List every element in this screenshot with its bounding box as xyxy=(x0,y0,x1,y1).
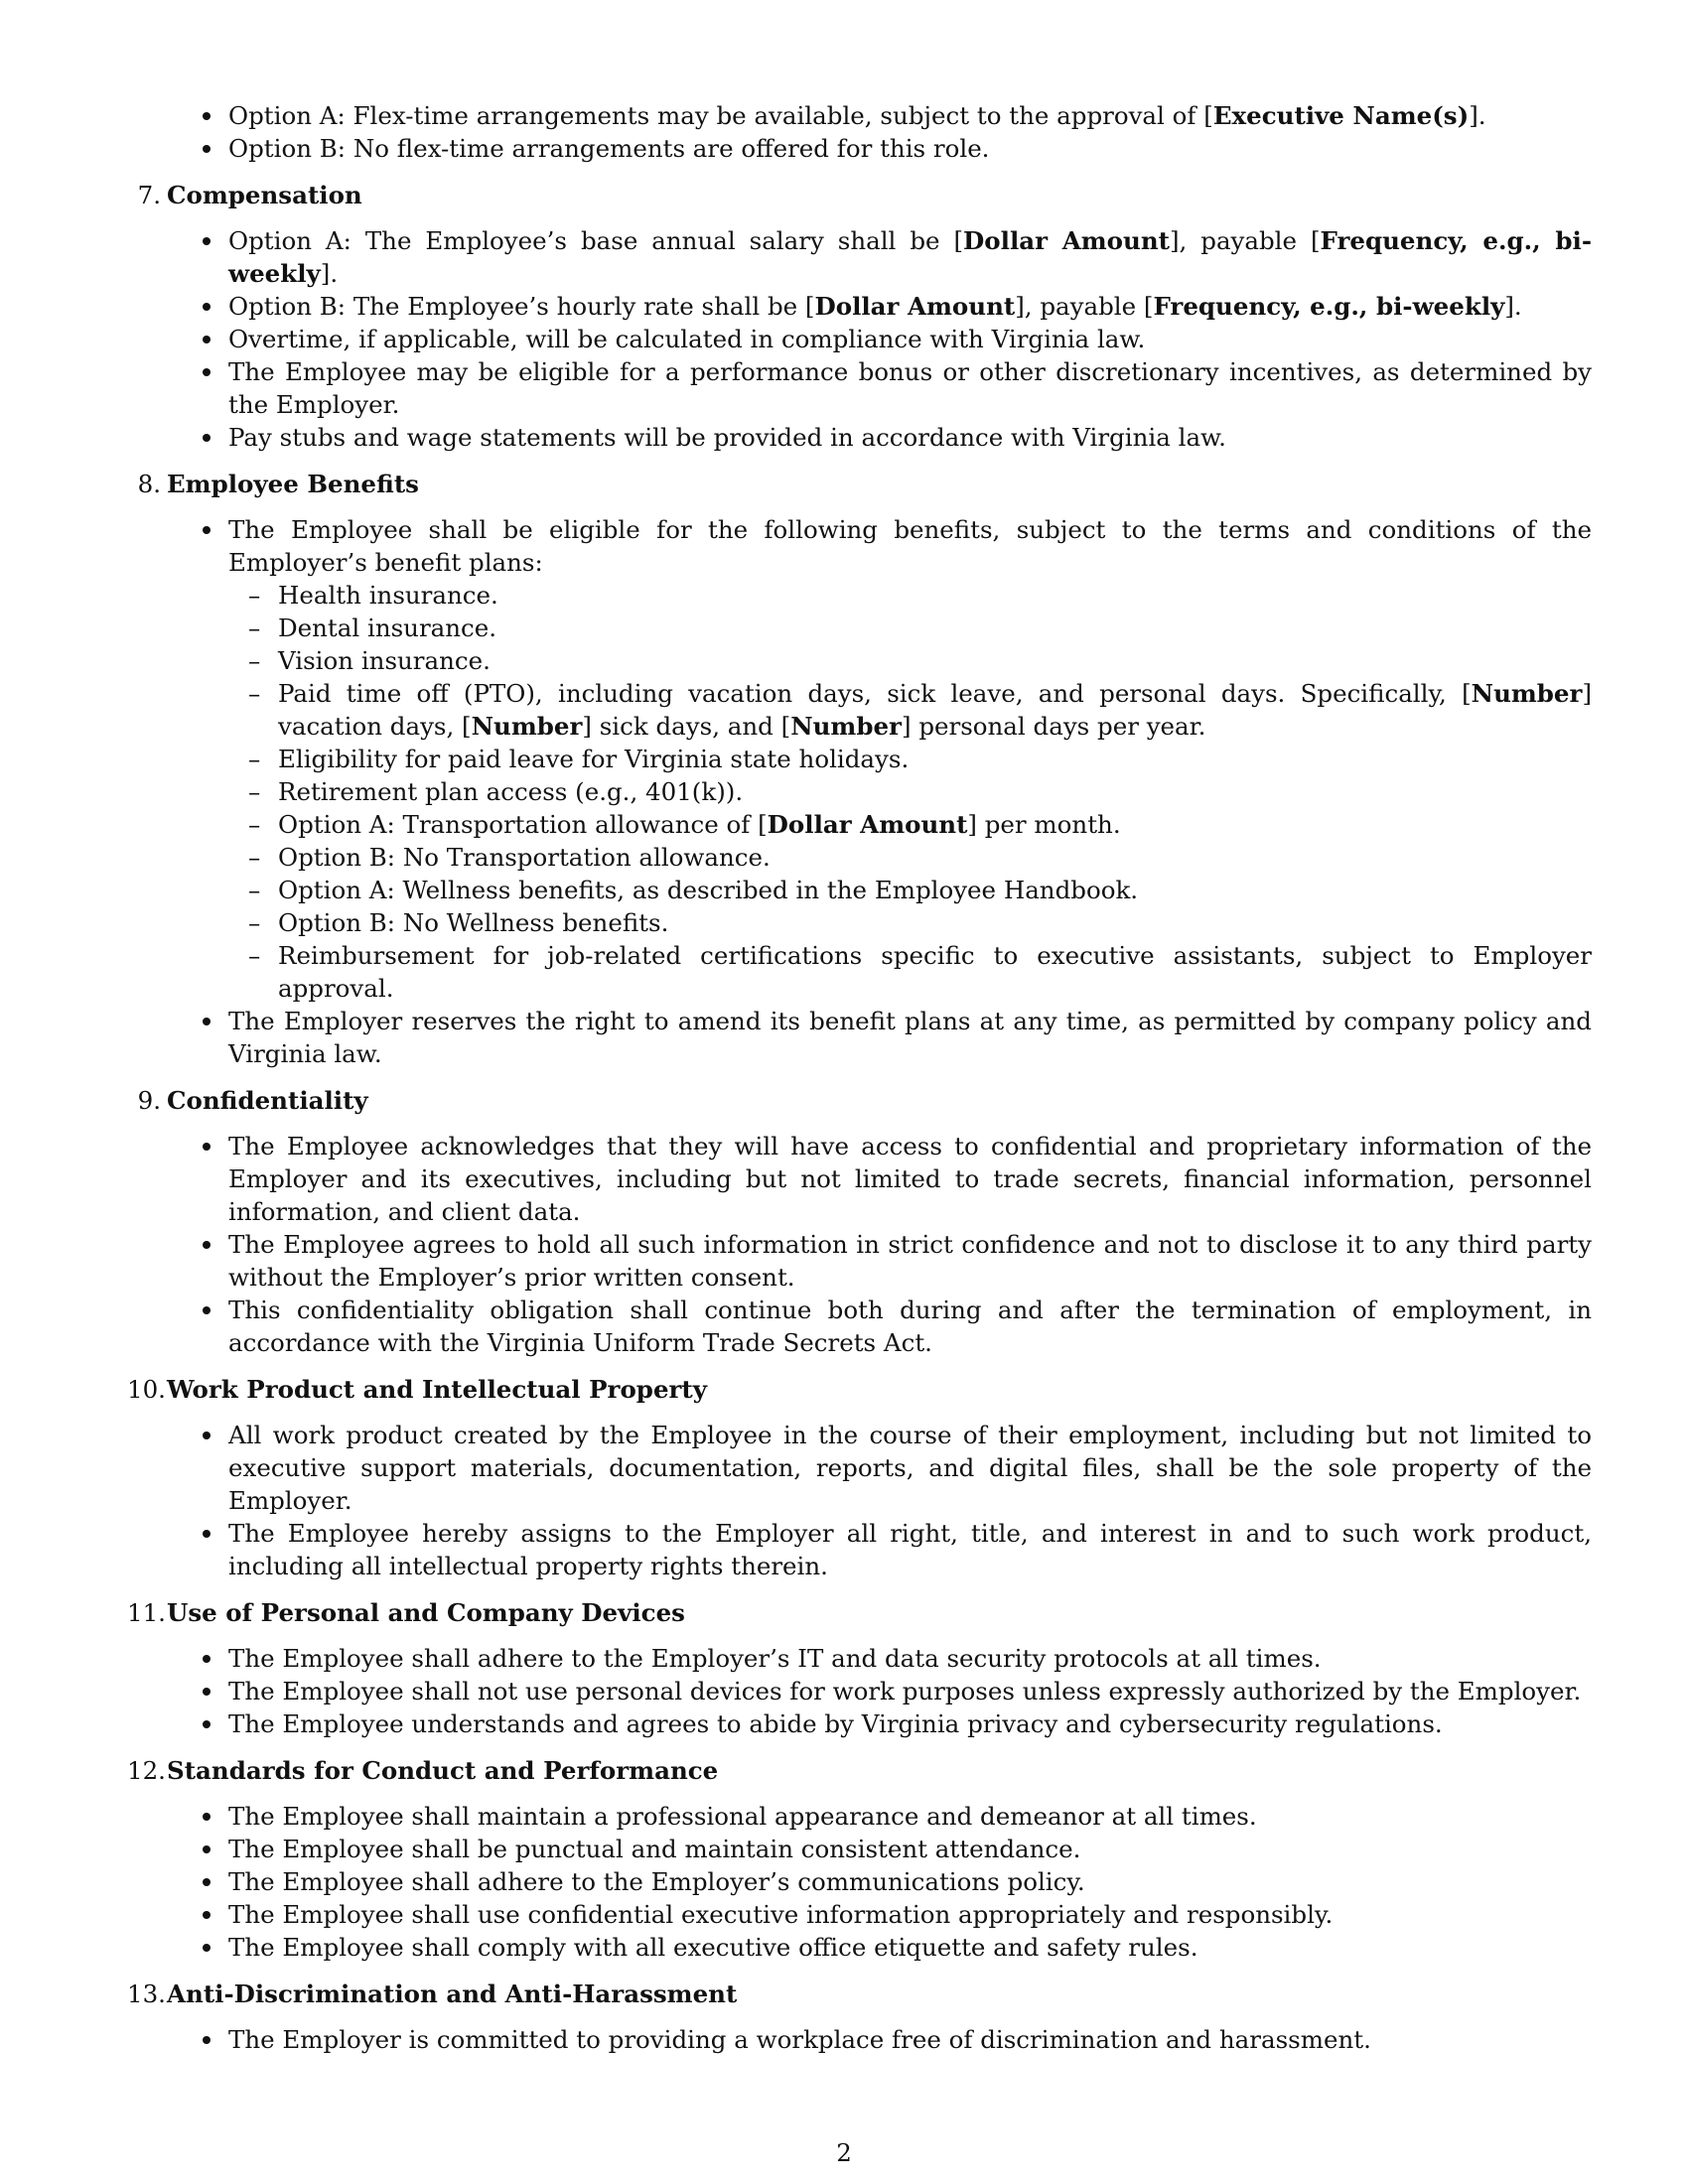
list-item: The Employee shall use confidential executive information appropriately and responsibly. xyxy=(228,1898,1592,1931)
sub-list-item: – Option A: Wellness benefits, as described in the Employee Handbook. xyxy=(278,874,1592,906)
section-heading xyxy=(127,1754,1592,1787)
section-heading xyxy=(127,1978,1592,2010)
section-number: 12. xyxy=(127,1756,166,1785)
section-number: 9. xyxy=(137,1086,161,1115)
bullet-list xyxy=(167,1130,1592,1359)
section-number: 13. xyxy=(127,1979,166,2008)
section-title: Anti-Discrimination and Anti-Harassment xyxy=(167,1979,738,2008)
sub-list-item: – Option B: No Wellness benefits. xyxy=(278,906,1592,939)
section-conduct xyxy=(127,1754,1592,1964)
section-heading xyxy=(127,1373,1592,1406)
list-item: All work product created by the Employee in the course of their employment, including but not limited to executive support materials, documentation, reports, and digital files, shall be the sole property of the Employer. xyxy=(228,1421,1592,1515)
list-item: The Employee shall not use personal devices for work purposes unless expressly authorized by the Employer. xyxy=(228,1675,1592,1707)
sub-list xyxy=(228,579,1592,1005)
section-title: Work Product and Intellectual Property xyxy=(167,1375,707,1404)
list-item: The Employee shall adhere to the Employer’s communications policy. xyxy=(228,1865,1592,1898)
list-item: This confidentiality obligation shall continue both during and after the termination of employment, in accordance with the Virginia Uniform Trade Secrets Act. xyxy=(228,1296,1592,1357)
sub-list-item: – Retirement plan access (e.g., 401(k)). xyxy=(278,775,1592,808)
page-number: 2 xyxy=(836,2138,852,2167)
sub-list-item: – Option B: No Transportation allowance. xyxy=(278,841,1592,874)
document-body xyxy=(127,99,1592,2056)
section-confidentiality xyxy=(137,1084,1592,1359)
list-item: The Employee may be eligible for a performance bonus or other discretionary incentives, as determined by the Employer. xyxy=(228,357,1592,419)
section-number: 7. xyxy=(137,181,161,209)
sub-list-item: – Reimbursement for job-related certifications specific to executive assistants, subject to Employer approval. xyxy=(278,939,1592,1005)
section-title: Use of Personal and Company Devices xyxy=(167,1598,685,1627)
list-item: The Employee shall comply with all executive office etiquette and safety rules. xyxy=(228,1931,1592,1964)
section-title: Standards for Conduct and Performance xyxy=(167,1756,719,1785)
bullet-list xyxy=(167,224,1592,454)
section-heading xyxy=(137,1084,1592,1117)
section-heading xyxy=(127,1596,1592,1629)
sub-list-item: – Vision insurance. xyxy=(278,644,1592,677)
list-item: The Employee shall maintain a professional appearance and demeanor at all times. xyxy=(228,1800,1592,1833)
section-title: Compensation xyxy=(167,181,362,209)
list-item: The Employee agrees to hold all such information in strict confidence and not to disclose it to any third party without the Employer’s prior written consent. xyxy=(228,1230,1592,1292)
section-devices xyxy=(127,1596,1592,1740)
list-item: Option B: The Employee’s hourly rate shall be [Dollar Amount], payable [Frequency, e.g., bi-weekly]. xyxy=(228,290,1592,323)
list-item: The Employee shall adhere to the Employer’s IT and data security protocols at all times. xyxy=(228,1642,1592,1675)
list-item: Option A: Flex-time arrangements may be available, subject to the approval of [Executive Name(s)]. xyxy=(228,99,1592,132)
list-item: Option B: No flex-time arrangements are offered for this role. xyxy=(228,132,1592,165)
list-item: The Employer is committed to providing a workplace free of discrimination and harassment. xyxy=(228,2023,1592,2056)
sub-list-item: – Eligibility for paid leave for Virginia state holidays. xyxy=(278,743,1592,775)
list-item: The Employee understands and agrees to abide by Virginia privacy and cybersecurity regulations. xyxy=(228,1707,1592,1740)
section-work-product xyxy=(127,1373,1592,1582)
list-item: Overtime, if applicable, will be calculated in compliance with Virginia law. xyxy=(228,323,1592,355)
section-list xyxy=(127,179,1592,2056)
section-title: Confidentiality xyxy=(167,1086,368,1115)
section-heading xyxy=(137,468,1592,500)
bullet-list xyxy=(167,513,1592,1070)
section-anti-discrimination xyxy=(127,1978,1592,2056)
bullet-list xyxy=(167,2023,1592,2056)
section-compensation xyxy=(137,179,1592,454)
sub-list-item: – Paid time off (PTO), including vacation days, sick leave, and personal days. Specifically, [Number] vacation days, [Number] sick days, and [Number] personal days per year. xyxy=(278,677,1592,743)
bullet-list xyxy=(167,1800,1592,1964)
bullet-list xyxy=(167,1419,1592,1582)
sub-list-item: – Health insurance. xyxy=(278,579,1592,612)
section-heading xyxy=(137,179,1592,211)
bullet-list xyxy=(167,1642,1592,1740)
section-employee-benefits xyxy=(137,468,1592,1070)
section-number: 11. xyxy=(127,1598,166,1627)
list-item: The Employer reserves the right to amend its benefit plans at any time, as permitted by company policy and Virginia law. xyxy=(228,1007,1592,1068)
list-item: The Employee hereby assigns to the Employer all right, title, and interest in and to such work product, including all intellectual property rights therein. xyxy=(228,1519,1592,1580)
list-item: Pay stubs and wage statements will be provided in accordance with Virginia law. xyxy=(228,421,1592,454)
sub-list-item: – Option A: Transportation allowance of [Dollar Amount] per month. xyxy=(278,808,1592,841)
section-number: 10. xyxy=(127,1375,166,1404)
list-item: Option A: The Employee’s base annual salary shall be [Dollar Amount], payable [Frequency, e.g., bi-weekly]. xyxy=(228,226,1592,288)
continued-bullet-list xyxy=(167,99,1592,165)
sub-list-item: – Dental insurance. xyxy=(278,612,1592,644)
list-item: The Employee shall be eligible for the following benefits, subject to the terms and conditions of the Employer’s benefit plans: – Health insurance. – Dental insurance. – Vision insurance. – Paid time off (PTO), including vacation days, sick leave, and personal days. Specifically, [Number] vacation days, [Number] sick days, and [Number] personal days per year. – Eligibility for paid leave for Virginia state holidays. – Retirement plan access (e.g., 401(k)). – Option A: Transportation allowance of [Dollar Amount] per month. – Option B: No Transportation allowance. – Option A: Wellness benefits, as described in the Employee Handbook. – Option B: No Wellness benefits. – Reimbursement for job-related certifications specific to executive assistants, subject to Employer approval. xyxy=(228,513,1592,1005)
section-title: Employee Benefits xyxy=(167,470,419,498)
list-item: The Employee acknowledges that they will have access to confidential and proprietary information of the Employer and its executives, including but not limited to trade secrets, financial information, personnel information, and client data. xyxy=(228,1132,1592,1226)
section-number: 8. xyxy=(137,470,161,498)
list-item: The Employee shall be punctual and maintain consistent attendance. xyxy=(228,1833,1592,1865)
